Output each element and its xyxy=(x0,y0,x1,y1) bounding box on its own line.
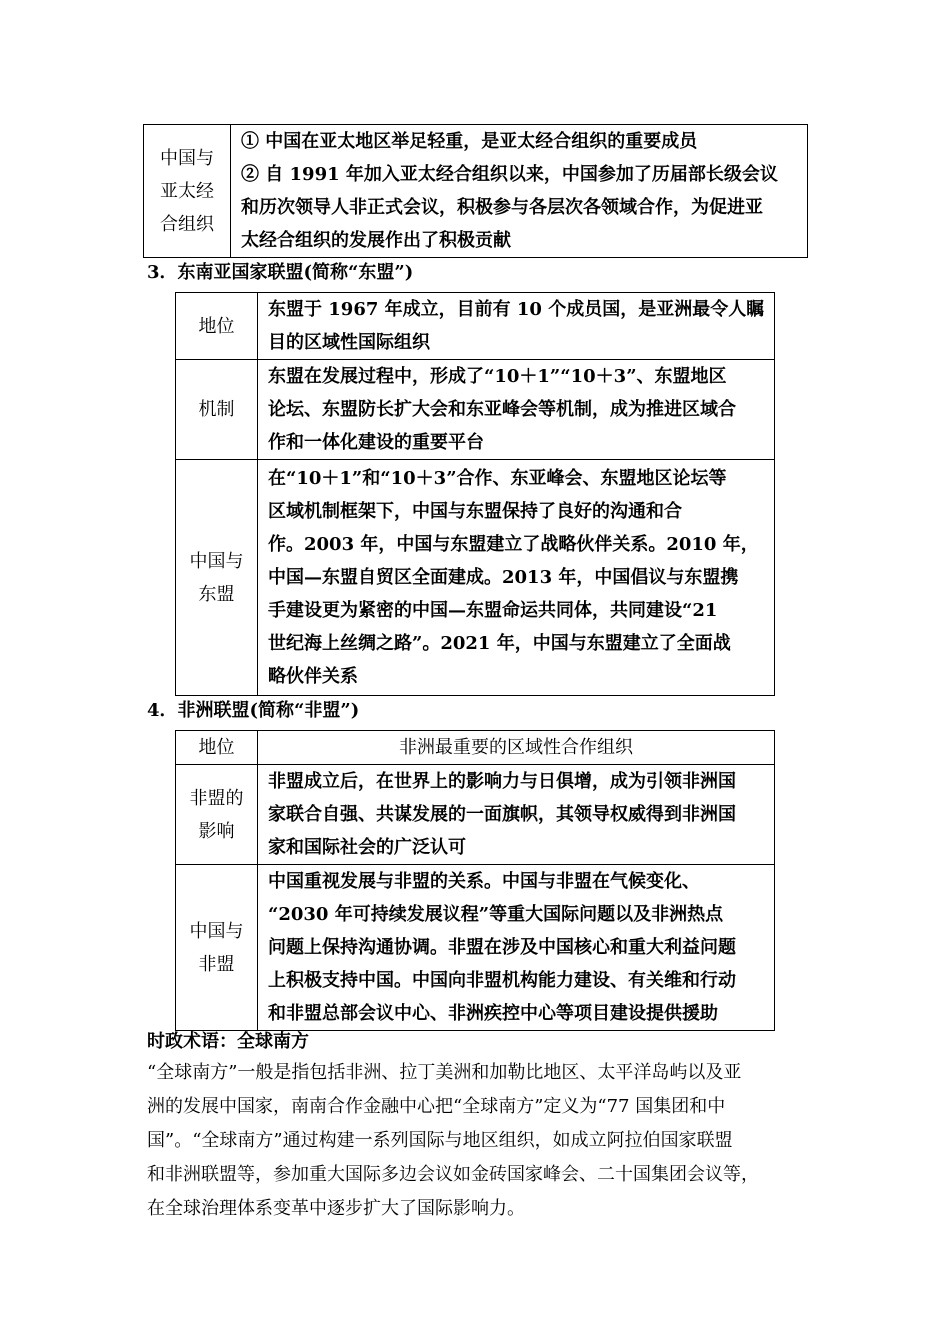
row-label: 地位 xyxy=(176,293,258,360)
row-label: 中国与 亚太经 合组织 xyxy=(144,125,231,258)
row-label: 非盟的 影响 xyxy=(176,765,258,865)
row-label: 中国与 非盟 xyxy=(176,865,258,1031)
table-row xyxy=(176,765,775,865)
row-label: 中国与 东盟 xyxy=(176,460,258,696)
section-heading-au: 4．非洲联盟(简称“非盟”) xyxy=(147,700,360,721)
table-row xyxy=(176,731,775,765)
table-row xyxy=(144,125,808,258)
term-paragraph: “全球南方”一般是指包括非洲、拉丁美洲和加勒比地区、太平洋岛屿以及亚 洲的发展中国家，南南合作金融中心把“全球南方”定义为“77 国集团和中 国”。“全球南方”通过构建一系列国际与地区组织，如成立阿拉伯国家联盟 和非洲联盟等，参加重大国际多边会议如金砖国家峰会、二十国集团会议等， 在全球治理体系变革中逐步扩大了国际影响力。 xyxy=(147,1062,759,1219)
term-heading: 时政术语：全球南方 xyxy=(147,1031,309,1052)
row-content: 东盟于 1967 年成立，目前有 10 个成员国，是亚洲最令人瞩 目的区域性国际组织 xyxy=(258,293,775,360)
apec-table xyxy=(143,124,808,258)
row-label: 机制 xyxy=(176,360,258,460)
table-row xyxy=(176,360,775,460)
row-content: 东盟在发展过程中，形成了“10＋1”“10＋3”、东盟地区 论坛、东盟防长扩大会和东亚峰会等机制，成为推进区域合 作和一体化建设的重要平台 xyxy=(258,360,775,460)
row-content: ① 中国在亚太地区举足轻重，是亚太经合组织的重要成员 ② 自 1991 年加入亚太经合组织以来，中国参加了历届部长级会议 和历次领导人非正式会议，积极参与各层次各领域合作，为促进亚 太经合组织的发展作出了积极贡献 xyxy=(231,125,808,258)
au-table xyxy=(175,730,775,1031)
row-content: 非盟成立后，在世界上的影响力与日俱增，成为引领非洲国 家联合自强、共谋发展的一面旗帜，其领导权威得到非洲国 家和国际社会的广泛认可 xyxy=(258,765,775,865)
section-heading-asean: 3．东南亚国家联盟(简称“东盟”) xyxy=(147,262,414,283)
row-content: 在“10＋1”和“10＋3”合作、东亚峰会、东盟地区论坛等 区域机制框架下，中国与东盟保持了良好的沟通和合 作。2003 年，中国与东盟建立了战略伙伴关系。2010 年， 中国—东盟自贸区全面建成。2013 年，中国倡议与东盟携 手建设更为紧密的中国—东盟命运共同体，共同建设“21 世纪海上丝绸之路”。2021 年，中国与东盟建立了全面战 略伙伴关系 xyxy=(258,460,775,696)
row-content: 中国重视发展与非盟的关系。中国与非盟在气候变化、 “2030 年可持续发展议程”等重大国际问题以及非洲热点 问题上保持沟通协调。非盟在涉及中国核心和重大利益问题 上积极支持中国。中国向非盟机构能力建设、有关维和行动 和非盟总部会议中心、非洲疾控中心等项目建设提供援助 xyxy=(258,865,775,1031)
table-row xyxy=(176,865,775,1031)
row-content: 非洲最重要的区域性合作组织 xyxy=(258,731,775,765)
asean-table xyxy=(175,292,775,696)
table-row xyxy=(176,293,775,360)
table-row xyxy=(176,460,775,696)
row-label: 地位 xyxy=(176,731,258,765)
